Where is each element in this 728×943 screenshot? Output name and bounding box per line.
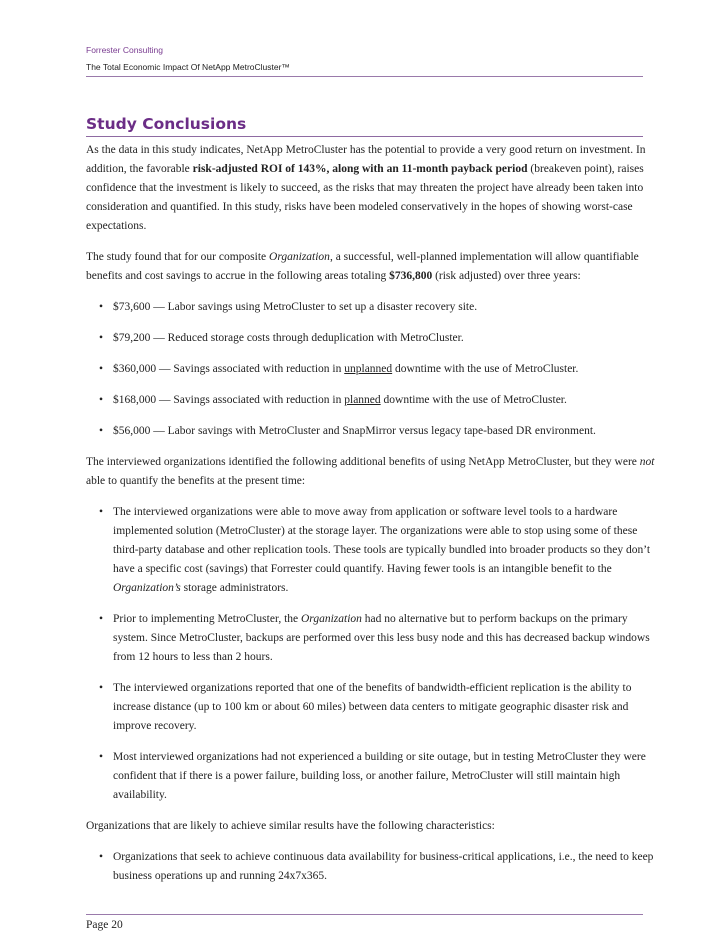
paragraph-unquantified-intro: The interviewed organizations identified the following additional benefits of using NetApp MetroCluster, but they were not able to quantify the benefits at the present time: — [86, 456, 655, 487]
characteristics-list — [86, 848, 658, 886]
savings-list — [86, 298, 658, 441]
list-item: • $360,000 — Savings associated with reduction in unplanned downtime with the use of MetroCluster. — [86, 360, 658, 379]
paragraph-roi: As the data in this study indicates, NetApp MetroCluster has the potential to provide a very good return on investment. In addition, the favorable risk-adjusted ROI of 143%, along with an 11-month payback period (breakeven point), raises confidence that the investment is likely to succeed, as the risks that may threaten the project have already been taken into consideration and quantified. In this study, risks have been modeled conservatively in the hopes of showing worst-case expectations. — [86, 144, 646, 232]
list-item: • Prior to implementing MetroCluster, the Organization had no alternative but to perform backups on the primary system. Since MetroCluster, backups are performed over this less busy node and this has decreased backup windows from 12 hours to less than 2 hours. — [86, 610, 658, 667]
heading-divider — [86, 136, 643, 137]
header-org: Forrester Consulting — [86, 45, 164, 55]
list-item: • $79,200 — Reduced storage costs through deduplication with MetroCluster. — [86, 329, 658, 348]
header-report-title: The Total Economic Impact Of NetApp MetroCluster™ — [86, 62, 290, 72]
page-number: Page 20 — [86, 919, 123, 931]
list-item: • The interviewed organizations were able to move away from application or software level tools to a hardware implemented solution (MetroCluster) at the storage layer. The organizations were able to stop using some of these third-party database and other replication tools. These tools are typically bundled into broader products so they don’t have a specific cost (savings) that Forrester could quantify. Having fewer tools is an intangible benefit to the Organization’s storage administrators. — [86, 503, 658, 598]
section-heading: Study Conclusions — [86, 115, 247, 133]
unquantified-benefits-list — [86, 503, 658, 805]
organization-term: Organization — [269, 251, 330, 263]
list-item: • $168,000 — Savings associated with reduction in planned downtime with the use of MetroCluster. — [86, 391, 658, 410]
list-item: • $56,000 — Labor savings with MetroCluster and SnapMirror versus legacy tape-based DR environment. — [86, 422, 658, 441]
list-item: • Most interviewed organizations had not experienced a building or site outage, but in testing MetroCluster they were confident that if there is a power failure, building loss, or another failure, MetroCluster will still maintain high availability. — [86, 748, 658, 805]
total-amount: $736,800 — [389, 270, 433, 282]
roi-highlight: risk-adjusted ROI of 143%, along with an 11-month payback period — [192, 163, 528, 175]
list-item: • The interviewed organizations reported that one of the benefits of bandwidth-efficient replication is the ability to increase distance (up to 100 km or about 60 miles) between data centers to mitigate geographic disaster risk and improve recovery. — [86, 679, 658, 736]
body-text — [86, 141, 658, 898]
paragraph-benefits-intro: The study found that for our composite Organization, a successful, well-planned implementation will allow quantifiable benefits and cost savings to accrue in the following areas totaling $736,800 (risk adjusted) over three years: — [86, 251, 639, 282]
list-item: • $73,600 — Labor savings using MetroCluster to set up a disaster recovery site. — [86, 298, 658, 317]
paragraph-characteristics-intro: Organizations that are likely to achieve similar results have the following characteristics: — [86, 820, 495, 832]
footer-divider — [86, 914, 643, 915]
list-item: • Organizations that seek to achieve continuous data availability for business-critical applications, i.e., the need to keep business operations up and running 24x7x365. — [86, 848, 658, 886]
header-divider — [86, 76, 643, 77]
